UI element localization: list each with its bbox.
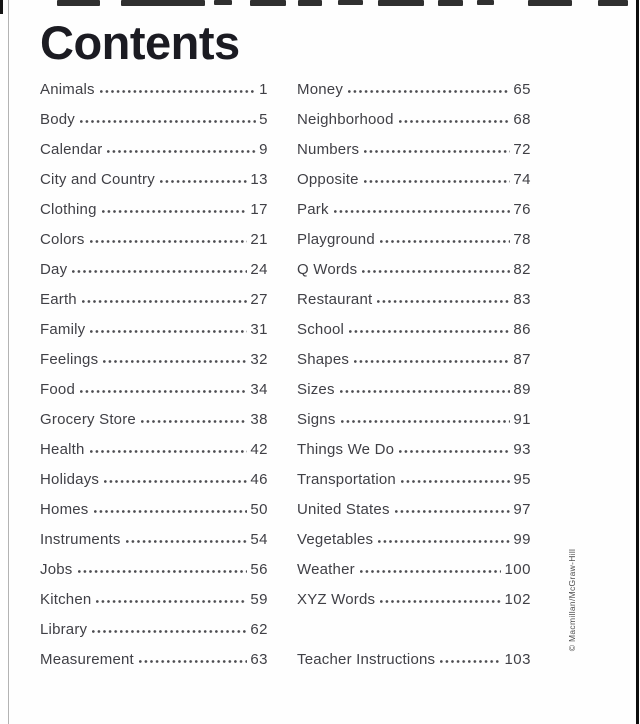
toc-entry-page: 82 bbox=[513, 261, 531, 278]
dot-leader-icon bbox=[92, 630, 247, 633]
toc-entry-label: Colors bbox=[40, 231, 85, 248]
toc-entry-label: Jobs bbox=[40, 561, 73, 578]
toc-entry-label: Neighborhood bbox=[297, 111, 394, 128]
dot-leader-icon bbox=[354, 360, 510, 363]
dot-leader-icon bbox=[380, 600, 501, 603]
toc-entry bbox=[297, 375, 531, 405]
toc-entry-page: 5 bbox=[259, 111, 268, 128]
toc-entry bbox=[297, 135, 531, 165]
dot-leader-icon bbox=[90, 330, 247, 333]
dot-leader-icon bbox=[399, 120, 511, 123]
toc-entry-page: 27 bbox=[250, 291, 268, 308]
toc-entry-page: 42 bbox=[250, 441, 268, 458]
toc-entry-label: Animals bbox=[40, 81, 95, 98]
toc-entry-page: 46 bbox=[250, 471, 268, 488]
dot-leader-icon bbox=[160, 180, 247, 183]
toc-entry-label: Holidays bbox=[40, 471, 100, 488]
toc-entry bbox=[297, 495, 531, 525]
toc-entry bbox=[40, 615, 268, 645]
toc-entry-label: Clothing bbox=[40, 201, 97, 218]
toc-entry-page: 63 bbox=[250, 651, 268, 668]
toc-entry-label: Measurement bbox=[40, 651, 134, 668]
toc-entry-label: Vegetables bbox=[297, 531, 374, 548]
toc-entry-label: Weather bbox=[297, 561, 355, 578]
dot-leader-icon bbox=[340, 390, 511, 393]
toc-entry-page: 102 bbox=[504, 591, 531, 608]
toc-entry-label: Kitchen bbox=[40, 591, 92, 608]
toc-entry bbox=[297, 255, 531, 285]
toc-entry-page: 76 bbox=[513, 201, 531, 218]
toc-right-column bbox=[297, 75, 531, 615]
toc-entry bbox=[297, 165, 531, 195]
toc-entry-label: Opposite bbox=[297, 171, 359, 188]
toc-entry bbox=[40, 495, 268, 525]
toc-entry bbox=[297, 285, 531, 315]
page-title: Contents bbox=[40, 16, 240, 69]
toc-entry-page: 83 bbox=[513, 291, 531, 308]
dot-leader-icon bbox=[378, 540, 510, 543]
toc-entry-page: 17 bbox=[250, 201, 268, 218]
toc-entry-page: 72 bbox=[513, 141, 531, 158]
toc-entry-label: Grocery Store bbox=[40, 411, 136, 428]
toc-entry-page: 87 bbox=[513, 351, 531, 368]
dot-leader-icon bbox=[103, 360, 247, 363]
dot-leader-icon bbox=[126, 540, 248, 543]
dot-leader-icon bbox=[78, 570, 248, 573]
toc-entry bbox=[40, 525, 268, 555]
toc-entry-page: 86 bbox=[513, 321, 531, 338]
toc-entry bbox=[40, 105, 268, 135]
toc-entry-label: School bbox=[297, 321, 345, 338]
toc-entry-page: 89 bbox=[513, 381, 531, 398]
toc-entry-page: 103 bbox=[504, 651, 531, 668]
toc-entry bbox=[297, 525, 531, 555]
toc-entry-label: Things We Do bbox=[297, 441, 395, 458]
dot-leader-icon bbox=[80, 390, 247, 393]
toc-entry-page: 95 bbox=[513, 471, 531, 488]
dot-leader-icon bbox=[104, 480, 247, 483]
toc-entry-page: 54 bbox=[250, 531, 268, 548]
dot-leader-icon bbox=[94, 510, 248, 513]
scan-artifact bbox=[528, 0, 572, 6]
toc-entry-label: Restaurant bbox=[297, 291, 373, 308]
toc-entry-label: Health bbox=[40, 441, 85, 458]
dot-leader-icon bbox=[360, 570, 502, 573]
toc-entry-page: 56 bbox=[250, 561, 268, 578]
toc-entry bbox=[297, 555, 531, 585]
toc-entry bbox=[40, 255, 268, 285]
toc-entry-label: Signs bbox=[297, 411, 336, 428]
toc-entry bbox=[40, 345, 268, 375]
toc-entry bbox=[40, 645, 268, 675]
toc-entry bbox=[40, 465, 268, 495]
toc-left-column bbox=[40, 75, 268, 675]
toc-entry-page: 93 bbox=[513, 441, 531, 458]
scan-artifact bbox=[0, 0, 3, 14]
toc-entry-page: 13 bbox=[250, 171, 268, 188]
toc-entry-page: 1 bbox=[259, 81, 268, 98]
toc-entry-label: City and Country bbox=[40, 171, 155, 188]
dot-leader-icon bbox=[341, 420, 511, 423]
dot-leader-icon bbox=[401, 480, 510, 483]
scan-artifact bbox=[438, 0, 463, 6]
dot-leader-icon bbox=[364, 180, 511, 183]
toc-entry-page: 32 bbox=[250, 351, 268, 368]
toc-entry-label: Numbers bbox=[297, 141, 360, 158]
toc-entry bbox=[40, 375, 268, 405]
toc-entry-label: Transportation bbox=[297, 471, 396, 488]
toc-entry bbox=[297, 105, 531, 135]
dot-leader-icon bbox=[364, 150, 510, 153]
scan-artifact bbox=[338, 0, 363, 5]
dot-leader-icon bbox=[348, 90, 510, 93]
toc-entry bbox=[40, 135, 268, 165]
toc-entry-label: Calendar bbox=[40, 141, 103, 158]
dot-leader-icon bbox=[440, 660, 501, 663]
toc-entry-label: XYZ Words bbox=[297, 591, 376, 608]
dot-leader-icon bbox=[349, 330, 510, 333]
toc-entry-page: 59 bbox=[250, 591, 268, 608]
toc-entry bbox=[297, 465, 531, 495]
dot-leader-icon bbox=[399, 450, 510, 453]
scan-artifact bbox=[250, 0, 286, 6]
toc-entry-label: Body bbox=[40, 111, 75, 128]
dot-leader-icon bbox=[82, 300, 247, 303]
toc-entry-page: 100 bbox=[504, 561, 531, 578]
toc-entry bbox=[297, 75, 531, 105]
scan-artifact bbox=[121, 0, 205, 6]
toc-entry bbox=[297, 315, 531, 345]
scan-artifact bbox=[378, 0, 424, 6]
toc-entry bbox=[40, 225, 268, 255]
toc-entry bbox=[297, 585, 531, 615]
toc-entry bbox=[40, 315, 268, 345]
toc-entry-label: Feelings bbox=[40, 351, 99, 368]
toc-entry-page: 31 bbox=[250, 321, 268, 338]
toc-entry-label: Library bbox=[40, 621, 88, 638]
dot-leader-icon bbox=[107, 150, 256, 153]
toc-entry-page: 68 bbox=[513, 111, 531, 128]
toc-entry bbox=[40, 75, 268, 105]
toc-entry bbox=[40, 555, 268, 585]
toc-entry-label: Family bbox=[40, 321, 86, 338]
toc-entry-label: Money bbox=[297, 81, 344, 98]
toc-entry-label: Playground bbox=[297, 231, 375, 248]
toc-entry-label: Teacher Instructions bbox=[297, 651, 436, 668]
toc-entry-page: 78 bbox=[513, 231, 531, 248]
toc-entry-label: United States bbox=[297, 501, 390, 518]
scan-artifact bbox=[598, 0, 628, 6]
dot-leader-icon bbox=[90, 240, 248, 243]
toc-entry-label: Day bbox=[40, 261, 68, 278]
toc-entry-label: Food bbox=[40, 381, 75, 398]
toc-entry bbox=[297, 345, 531, 375]
toc-entry bbox=[40, 435, 268, 465]
dot-leader-icon bbox=[72, 270, 247, 273]
toc-entry-page: 24 bbox=[250, 261, 268, 278]
dot-leader-icon bbox=[380, 240, 510, 243]
toc-entry bbox=[297, 405, 531, 435]
toc-footer-entry bbox=[297, 645, 531, 675]
toc-entry-label: Earth bbox=[40, 291, 77, 308]
toc-entry-page: 74 bbox=[513, 171, 531, 188]
toc-entry bbox=[40, 585, 268, 615]
toc-entry bbox=[297, 435, 531, 465]
toc-entry bbox=[40, 195, 268, 225]
toc-entry-label: Shapes bbox=[297, 351, 350, 368]
toc-entry bbox=[40, 165, 268, 195]
toc-entry-page: 21 bbox=[250, 231, 268, 248]
toc-entry bbox=[297, 225, 531, 255]
dot-leader-icon bbox=[395, 510, 511, 513]
toc-entry-page: 97 bbox=[513, 501, 531, 518]
toc-entry-page: 34 bbox=[250, 381, 268, 398]
dot-leader-icon bbox=[90, 450, 248, 453]
dot-leader-icon bbox=[96, 600, 247, 603]
scan-artifact bbox=[298, 0, 322, 6]
toc-entry-page: 9 bbox=[259, 141, 268, 158]
toc-entry bbox=[40, 285, 268, 315]
toc-entry-label: Park bbox=[297, 201, 329, 218]
toc-entry bbox=[297, 195, 531, 225]
toc-entry-page: 65 bbox=[513, 81, 531, 98]
scan-artifact bbox=[477, 0, 494, 5]
dot-leader-icon bbox=[141, 420, 247, 423]
scan-artifact bbox=[214, 0, 232, 5]
toc-entry-label: Sizes bbox=[297, 381, 335, 398]
dot-leader-icon bbox=[362, 270, 510, 273]
toc-entry-page: 50 bbox=[250, 501, 268, 518]
page-right-border bbox=[636, 0, 639, 724]
dot-leader-icon bbox=[100, 90, 256, 93]
scan-artifact bbox=[57, 0, 100, 6]
dot-leader-icon bbox=[80, 120, 256, 123]
toc-entry-label: Q Words bbox=[297, 261, 358, 278]
toc-entry bbox=[297, 645, 531, 675]
toc-entry-label: Homes bbox=[40, 501, 89, 518]
page-left-border bbox=[8, 0, 9, 724]
toc-entry bbox=[40, 405, 268, 435]
toc-entry-page: 62 bbox=[250, 621, 268, 638]
toc-entry-page: 99 bbox=[513, 531, 531, 548]
toc-entry-label: Instruments bbox=[40, 531, 121, 548]
dot-leader-icon bbox=[334, 210, 511, 213]
toc-entry-page: 91 bbox=[513, 411, 531, 428]
dot-leader-icon bbox=[139, 660, 247, 663]
copyright-vertical-text: © Macmillan/McGraw-Hill bbox=[567, 548, 577, 652]
toc-entry-page: 38 bbox=[250, 411, 268, 428]
dot-leader-icon bbox=[102, 210, 248, 213]
dot-leader-icon bbox=[377, 300, 510, 303]
